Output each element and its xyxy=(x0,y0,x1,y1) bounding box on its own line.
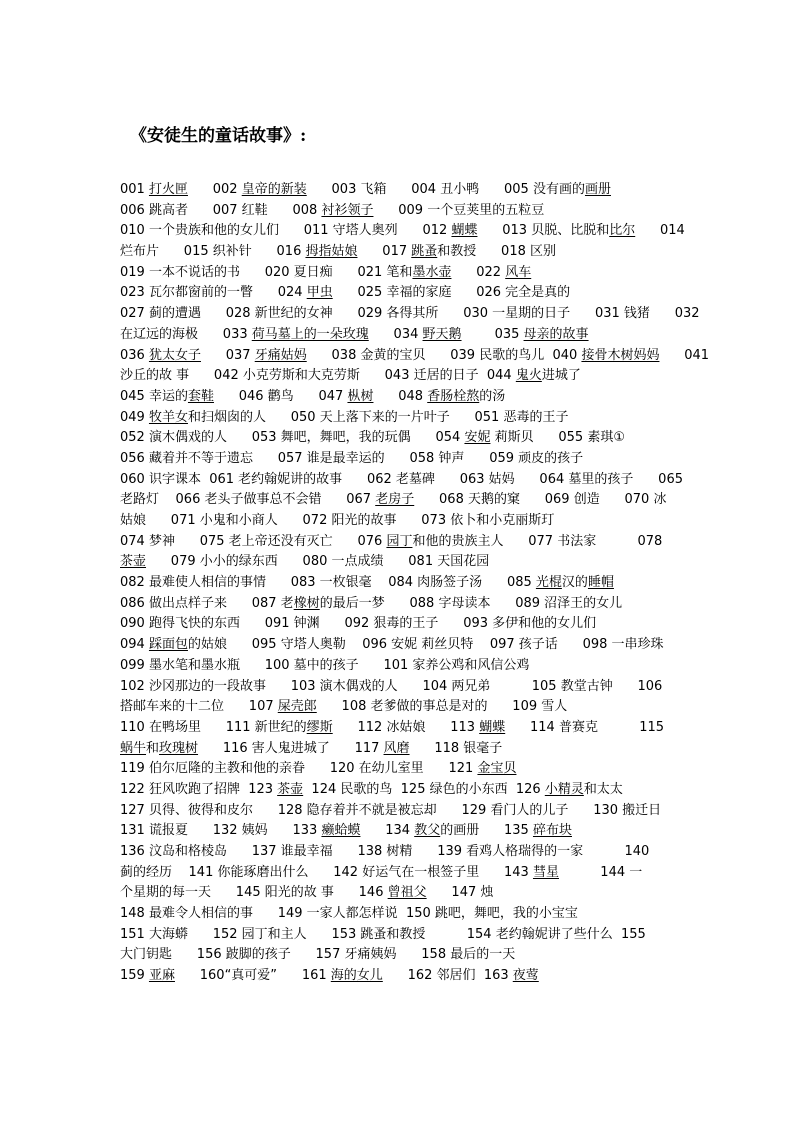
story-text: 114 普赛克 115 xyxy=(505,719,665,735)
underlined-story-title: 皇帝的新装 xyxy=(241,182,307,197)
story-text: 006 跳高者 007 红鞋 008 xyxy=(120,202,322,218)
list-line xyxy=(120,428,690,449)
list-line xyxy=(120,739,690,760)
list-line xyxy=(120,863,690,884)
underlined-story-title: 甲虫 xyxy=(306,285,333,301)
story-text: 049 xyxy=(120,409,149,425)
underlined-story-title: 彗星 xyxy=(532,864,559,880)
underlined-story-title: 金宝贝 xyxy=(477,761,517,777)
underlined-story-title: 光棍 xyxy=(535,575,562,591)
list-line xyxy=(120,304,700,325)
list-line xyxy=(120,759,690,780)
list-line xyxy=(120,780,690,801)
list-line xyxy=(120,801,690,822)
story-text: 002 xyxy=(187,182,242,197)
list-line xyxy=(120,614,690,635)
underlined-story-title: 母亲的故事 xyxy=(523,326,589,342)
story-text: 大门钥匙 156 跛脚的孩子 157 牙痛姨妈 158 最后的一天 xyxy=(120,947,516,963)
list-line xyxy=(120,283,690,304)
story-text: 082 最难使人相信的事情 083 一枚银毫 084 肉肠签子汤 085 xyxy=(120,575,536,591)
story-text: 148 最难令人相信的事 149 一家人都怎样说 150 跳吧，舞吧，我的小宝宝 xyxy=(120,906,578,922)
list-line xyxy=(120,573,690,594)
story-text: 102 沙冈那边的一段故事 103 演木偶戏的人 104 两兄弟 105 教堂古钟 106 xyxy=(120,678,663,694)
underlined-story-title: 蝴蝶 xyxy=(451,223,478,239)
list-line xyxy=(120,408,690,429)
underlined-story-title: 玫瑰树 xyxy=(159,740,199,756)
underlined-story-title: 牧羊女 xyxy=(148,409,188,425)
list-line xyxy=(120,925,690,946)
story-text: 045 幸运的 xyxy=(120,388,188,404)
story-text: 013 贝脱、比脱和 xyxy=(477,223,610,239)
list-line xyxy=(120,821,690,842)
list-line xyxy=(120,552,690,573)
list-line xyxy=(120,263,690,284)
story-text: 和他的贵族主人 077 书法家 078 xyxy=(412,533,663,549)
list-line xyxy=(120,346,710,367)
list-line xyxy=(120,532,690,553)
underlined-story-title: 荷马墓上的一朵玫瑰 xyxy=(251,326,369,342)
story-text: 037 xyxy=(200,347,255,363)
story-text: 在辽远的海极 033 xyxy=(120,326,252,342)
story-text: 162 邻居们 163 xyxy=(382,968,513,984)
story-text: 079 小小的绿东西 080 一点成绩 081 天国花园 xyxy=(146,554,490,570)
underlined-story-title: 茶壶 xyxy=(120,554,147,570)
story-text: 074 梦神 075 老上帝还没有灭亡 076 xyxy=(120,533,387,549)
story-text: 027 蓟的遭遇 028 新世纪的女神 029 各得其所 030 一星期的日子 031 钱猪 032 xyxy=(120,306,700,322)
story-text: 034 xyxy=(368,326,423,342)
story-text: 姑娘 071 小鬼和小商人 072 阳光的故事 073 依卜和小克丽斯玎 xyxy=(120,513,555,528)
underlined-story-title: 拇指姑娘 xyxy=(305,244,358,260)
story-text: 003 飞箱 004 丑小鸭 005 没有画的 xyxy=(306,182,585,197)
list-line xyxy=(120,697,690,718)
story-text: 038 金黄的宝贝 039 民歌的鸟儿 040 xyxy=(306,347,582,363)
story-text: 136 汶岛和格棱岛 137 谁最幸福 138 树精 139 看鸡人格瑞得的一家 140 xyxy=(120,844,650,859)
story-text: 134 xyxy=(360,823,415,839)
story-text: 023 瓦尔都窗前的一瞥 024 xyxy=(120,285,307,301)
story-text: 001 xyxy=(120,182,149,197)
story-text: 147 烛 xyxy=(426,885,494,901)
story-text: 124 民歌的鸟 125 绿色的小东西 126 xyxy=(303,781,545,797)
story-text: 086 做出点样子来 087 老 xyxy=(120,595,294,611)
list-line xyxy=(120,511,690,532)
list-line xyxy=(120,718,690,739)
underlined-story-title: 海的女儿 xyxy=(330,968,383,984)
list-line xyxy=(120,656,690,677)
list-line xyxy=(120,966,690,987)
story-text: 046 鹳鸟 047 xyxy=(213,388,348,404)
story-text: 汉的 xyxy=(561,575,588,591)
list-line xyxy=(120,470,690,491)
story-text: 搭邮车来的十二位 107 xyxy=(120,699,278,715)
story-text: 莉斯贝 055 素琪① xyxy=(490,430,625,446)
list-line xyxy=(120,945,690,966)
list-line xyxy=(120,366,690,387)
page-title: 《安徒生的童话故事》: xyxy=(130,126,307,146)
story-text: 进城了 xyxy=(541,368,581,384)
story-list xyxy=(120,180,710,987)
list-line xyxy=(120,387,690,408)
underlined-story-title: 橡树 xyxy=(293,595,320,611)
underlined-story-title: 套鞋 xyxy=(187,388,214,404)
story-text: 和扫烟囱的人 050 天上落下来的一片叶子 051 恶毒的王子 xyxy=(187,409,569,425)
story-text: 118 银毫子 xyxy=(409,740,503,756)
story-text: 131 谎报夏 132 姨妈 133 xyxy=(120,823,322,839)
story-text: 048 xyxy=(373,388,428,404)
story-text: 烂布片 015 织补针 016 xyxy=(120,244,306,260)
story-text: 沙丘的故 事 042 小克劳斯和大克劳斯 043 迁居的日子 044 xyxy=(120,368,516,384)
list-line xyxy=(120,490,690,511)
story-text: 052 演木偶戏的人 053 舞吧，舞吧，我的玩偶 054 xyxy=(120,430,465,446)
story-text: 009 一个豆荚里的五粒豆 xyxy=(373,202,545,218)
underlined-story-title: 睡帽 xyxy=(587,575,614,591)
story-text: 的姑娘 095 守塔人奥勒 096 安妮 莉丝贝特 097 孩子话 098 一串珍珠 xyxy=(187,637,664,653)
underlined-story-title: 亚麻 xyxy=(148,968,175,984)
underlined-story-title: 老房子 xyxy=(375,492,415,508)
story-text: 的汤 xyxy=(479,388,506,404)
story-text: 090 跑得飞快的东西 091 钟渊 092 狠毒的王子 093 多伊和他的女儿们 xyxy=(120,616,597,632)
underlined-story-title: 茶壶 xyxy=(277,781,304,797)
story-text: 和太太 xyxy=(583,781,623,797)
underlined-story-title: 风车 xyxy=(505,264,532,280)
underlined-story-title: 缪斯 xyxy=(306,719,333,735)
story-text: 122 狂风吹跑了招牌 123 xyxy=(120,781,278,797)
underlined-story-title: 风磨 xyxy=(383,740,410,756)
underlined-story-title: 牙痛姑妈 xyxy=(254,347,307,363)
story-text: 014 xyxy=(635,223,685,239)
story-text: 127 贝得、彼得和皮尔 128 隐存着并不就是被忘却 129 看门人的儿子 130 搬迁日 xyxy=(120,802,662,818)
story-text: 068 天鹅的窠 069 创造 070 冰 xyxy=(414,492,667,508)
story-text: 的画册 135 xyxy=(440,823,533,839)
story-text: 056 藏着并不等于遗忘 057 谁是最幸运的 058 钟声 059 顽皮的孩子 xyxy=(120,450,584,466)
story-text: 041 xyxy=(659,347,710,363)
story-text: 035 xyxy=(461,326,524,342)
underlined-story-title: 鬼火 xyxy=(515,368,542,384)
underlined-story-title: 画册 xyxy=(584,182,611,197)
story-text: 和教授 018 区别 xyxy=(437,244,557,260)
list-line xyxy=(120,904,690,925)
story-text: 017 xyxy=(357,244,412,260)
underlined-story-title: 打火匣 xyxy=(148,182,188,197)
list-line xyxy=(120,449,690,470)
story-text: 116 害人鬼进城了 117 xyxy=(198,740,384,756)
story-text: 160“真可爱” 161 xyxy=(174,968,331,984)
underlined-story-title: 小精灵 xyxy=(544,781,584,797)
underlined-story-title: 衬衫领子 xyxy=(321,202,374,218)
underlined-story-title: 踩面包 xyxy=(148,637,188,653)
list-line xyxy=(120,842,690,863)
story-text: 144 一 xyxy=(558,864,643,880)
story-text: 094 xyxy=(120,637,149,653)
underlined-story-title: 墨水壶 xyxy=(412,264,452,280)
underlined-story-title: 曾祖父 xyxy=(387,885,427,901)
story-text: 010 一个贵族和他的女儿们 011 守塔人奥列 012 xyxy=(120,223,452,239)
underlined-story-title: 蜗牛 xyxy=(120,740,147,756)
underlined-story-title: 蝴蝶 xyxy=(479,719,506,735)
story-text: 060 识字课本 061 老约翰妮讲的故事 062 老墓碑 063 姑妈 064 墓里的孩子 065 xyxy=(120,471,683,487)
story-text: 和 xyxy=(146,740,160,756)
story-text: 099 墨水笔和墨水瓶 100 墓中的孩子 101 家养公鸡和风信公鸡 xyxy=(120,657,530,673)
story-text: 022 xyxy=(451,264,506,280)
list-line xyxy=(120,883,690,904)
story-text: 的最后一梦 088 字母读本 089 沼泽王的女儿 xyxy=(319,595,623,611)
underlined-story-title: 枞树 xyxy=(347,388,374,404)
underlined-story-title: 屎壳郎 xyxy=(277,699,317,715)
story-text: 119 伯尔厄隆的主教和他的亲眷 120 在幼儿室里 121 xyxy=(120,761,478,777)
underlined-story-title: 跳蚤 xyxy=(411,244,438,260)
story-text: 025 幸福的家庭 026 完全是真的 xyxy=(332,285,571,301)
list-line xyxy=(120,180,690,201)
story-text: 老路灯 066 老头子做事总不会错 067 xyxy=(120,492,376,508)
underlined-story-title: 香肠栓熬 xyxy=(427,388,480,404)
story-text: 019 一本不说话的书 020 夏日痴 021 笔和 xyxy=(120,264,413,280)
list-line xyxy=(120,594,690,615)
underlined-story-title: 比尔 xyxy=(609,223,636,239)
underlined-story-title: 夜莺 xyxy=(512,968,539,984)
story-text: 112 冰姑娘 113 xyxy=(332,719,480,735)
underlined-story-title: 安妮 xyxy=(464,430,491,446)
underlined-story-title: 野天鹅 xyxy=(422,326,462,342)
underlined-story-title: 癞蛤蟆 xyxy=(321,823,361,839)
list-line xyxy=(120,201,690,222)
story-text: 蓟的经历 141 你能琢磨出什么 142 好运气在一根签子里 143 xyxy=(120,864,533,880)
underlined-story-title: 接骨木树妈妈 xyxy=(581,347,660,363)
story-text: 110 在鸭场里 111 新世纪的 xyxy=(120,719,307,735)
underlined-story-title: 碎布块 xyxy=(532,823,572,839)
story-text: 151 大海蟒 152 园丁和主人 153 跳蚤和教授 154 老约翰妮讲了些什么 155 xyxy=(120,926,646,942)
list-line xyxy=(120,242,690,263)
list-line xyxy=(120,325,690,346)
underlined-story-title: 教父 xyxy=(414,823,441,839)
list-line xyxy=(120,635,690,656)
underlined-story-title: 犹太女子 xyxy=(148,347,201,363)
story-text: 个星期的每一天 145 阳光的故 事 146 xyxy=(120,885,388,901)
story-text: 108 老爹做的事总是对的 109 雪人 xyxy=(316,699,568,715)
story-text: 036 xyxy=(120,347,149,363)
list-line xyxy=(120,677,690,698)
story-text: 159 xyxy=(120,968,149,984)
underlined-story-title: 园丁 xyxy=(386,533,413,549)
list-line xyxy=(120,221,690,242)
